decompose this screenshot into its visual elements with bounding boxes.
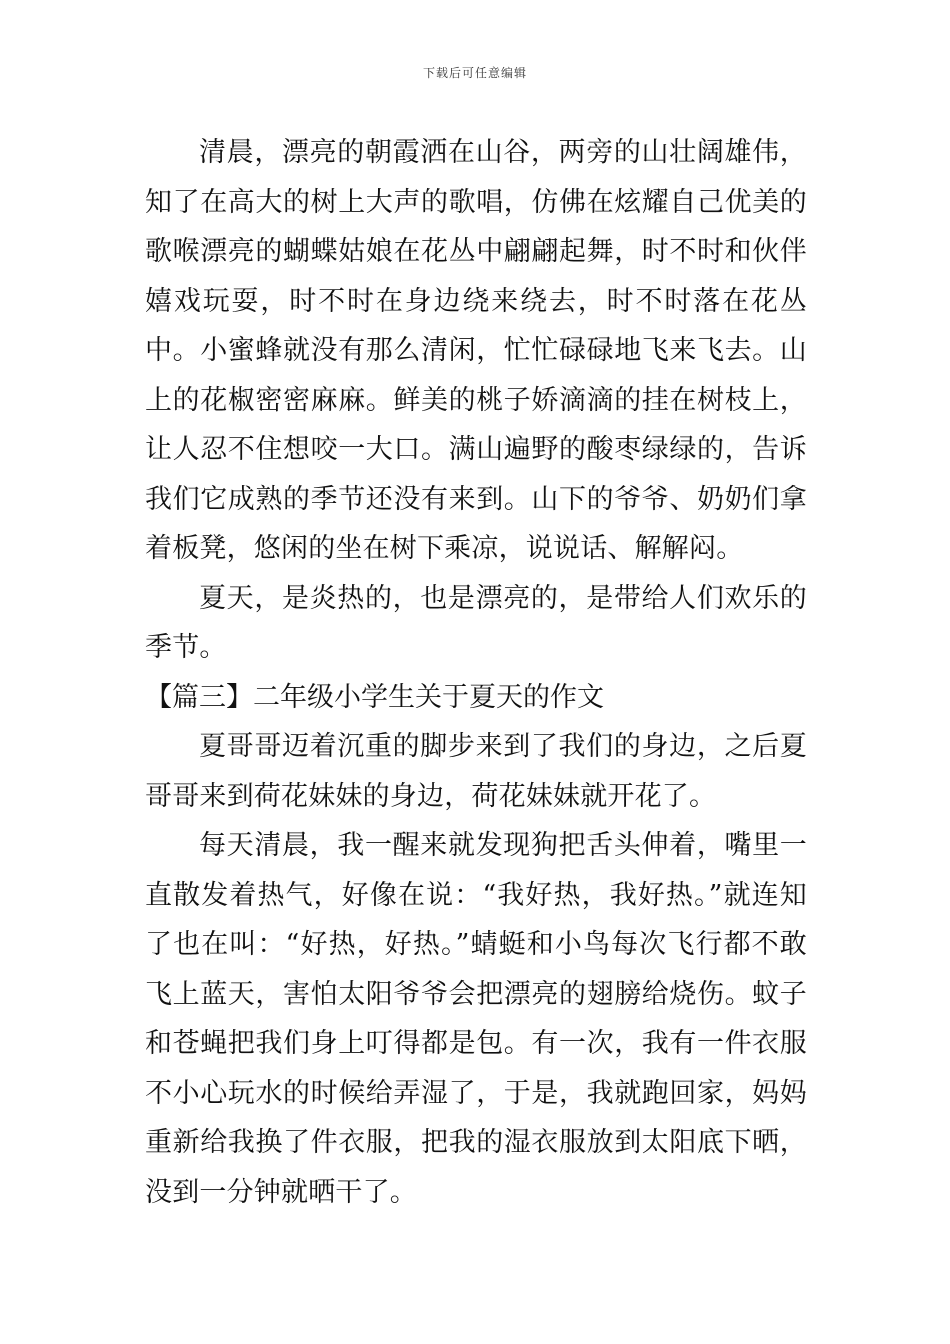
paragraph-summer-arrives: 夏哥哥迈着沉重的脚步来到了我们的身边，之后夏哥哥来到荷花妹妹的身边，荷花妹妹就开花了。	[145, 731, 807, 812]
paragraph-hot-days: 每天清晨，我一醒来就发现狗把舌头伸着，嘴里一直散发着热气，好像在说：“我好热，我好热。”就连知了也在叫：“好热，好热。”蜻蜓和小鸟每次飞行都不敢飞上蓝天，害怕太阳爷爷会把漂亮的翅膀给烧伤。蚊子和苍蝇把我们身上叮得都是包。有一次，我有一件衣服不小心玩水的时候给弄湿了，于是，我就跑回家，妈妈重新给我换了件衣服，把我的湿衣服放到太阳底下晒，没到一分钟就晒干了。	[145, 830, 807, 1208]
page-header-note: 下载后可任意编辑	[422, 66, 527, 80]
document-body	[145, 128, 807, 1217]
paragraph-summer-summary: 夏天，是炎热的，也是漂亮的，是带给人们欢乐的季节。	[145, 582, 807, 663]
section-heading: 【篇三】二年级小学生关于夏天的作文	[145, 681, 604, 713]
paragraph-morning-scene: 清晨，漂亮的朝霞洒在山谷，两旁的山壮阔雄伟，知了在高大的树上大声的歌唱，仿佛在炫耀自己优美的歌喉漂亮的蝴蝶姑娘在花丛中翩翩起舞，时不时和伙伴嬉戏玩耍，时不时在身边绕来绕去，时不时落在花丛中。小蜜蜂就没有那么清闲，忙忙碌碌地飞来飞去。山上的花椒密密麻麻。鲜美的桃子娇滴滴的挂在树枝上，让人忍不住想咬一大口。满山遍野的酸枣绿绿的，告诉我们它成熟的季节还没有来到。山下的爷爷、奶奶们拿着板凳，悠闲的坐在树下乘凉，说说话、解解闷。	[145, 137, 807, 564]
